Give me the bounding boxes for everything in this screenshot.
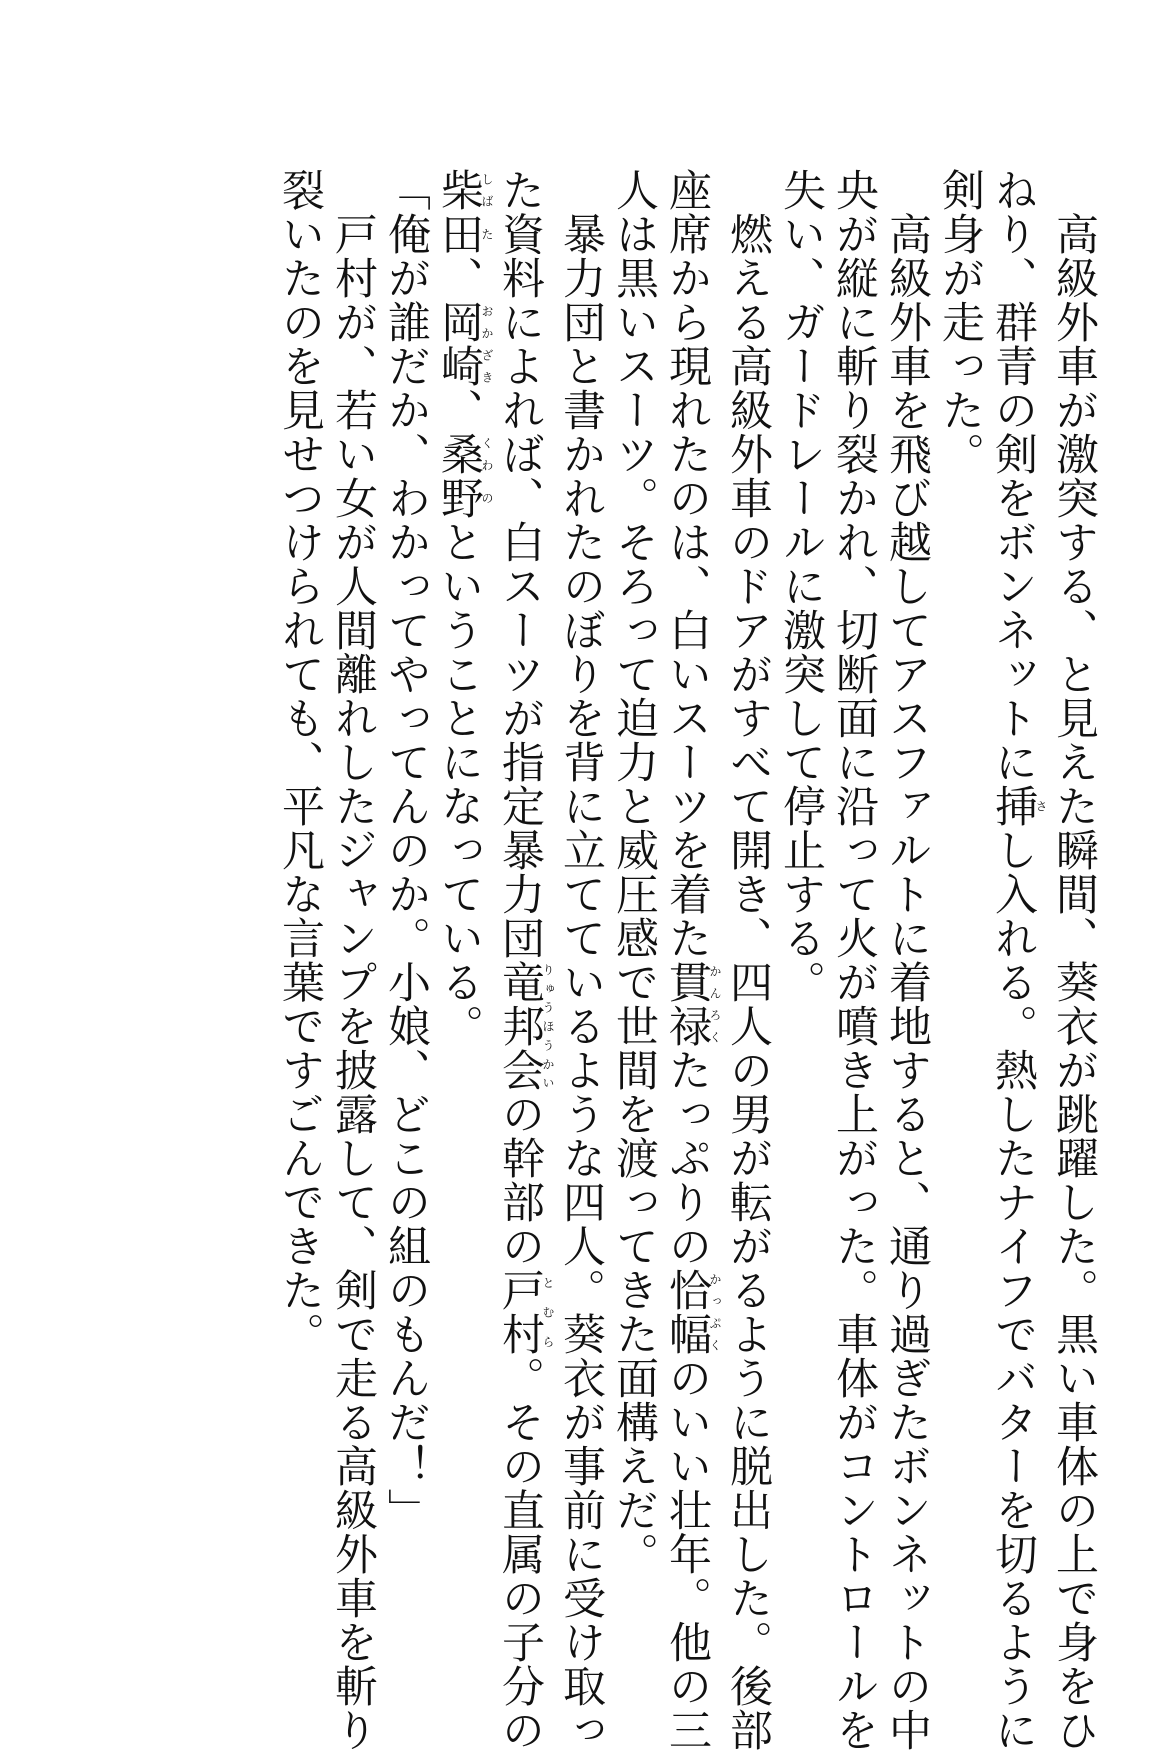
text-line: 燃える高級外車のドアがすべて開き、四人の男が転がるように脱出した。後部 — [723, 168, 773, 1752]
ruby-word: 野の — [434, 476, 494, 520]
ruby-reading: しば — [480, 168, 494, 212]
text-line: 戸村が、若い女が人間離れしたジャンプを披露して、剣で走る高級外車を斬り — [328, 168, 378, 1752]
ruby-reading: おかざき — [480, 300, 494, 388]
ruby-reading: の — [480, 476, 494, 520]
text-line: た資料によれば、白スーツが指定暴力団竜邦会りゅうほうかいの幹部の戸村とむら。その直属の子分の — [495, 168, 555, 1752]
text-line: 人は黒いスーツ。そろって迫力と威圧感で世間を渡ってきた面構えだ。 — [609, 168, 659, 1576]
text-line: 高級外車が激突する、と見えた瞬間、葵衣が跳躍した。黒い車体の上で身をひ — [1049, 168, 1099, 1752]
ruby-word: 貫禄かんろく — [662, 960, 722, 1048]
ruby-word: 岡崎おかざき — [434, 300, 494, 388]
ruby-word: 田た — [434, 212, 494, 256]
ruby-word: 桑くわ — [434, 432, 494, 476]
text-line: 高級外車を飛び越してアスファルトに着地すると、通り過ぎたボンネットの中 — [882, 168, 932, 1752]
ruby-reading: た — [480, 212, 494, 256]
ruby-reading: とむら — [541, 1268, 555, 1356]
vertical-text-body — [60, 168, 1100, 1752]
text-line: ねり、群青の剣をボンネットに挿さし入れる。熱したナイフでバターを切るように — [988, 168, 1048, 1752]
ruby-word: 挿さ — [988, 784, 1048, 828]
text-line: 剣身が走った。 — [935, 168, 985, 476]
ruby-reading: さ — [1034, 784, 1048, 828]
text-line: 座席から現れたのは、白いスーツを着た貫禄かんろくたっぷりの恰幅かっぷくのいい壮年。他の三 — [662, 168, 722, 1752]
ruby-word: 戸村とむら — [495, 1268, 555, 1356]
ruby-reading: りゅうほうかい — [541, 960, 555, 1092]
ruby-reading: かんろく — [708, 960, 722, 1048]
text-line: 失い、ガードレールに激突して停止する。 — [776, 168, 826, 1004]
ruby-reading: くわ — [480, 432, 494, 476]
ruby-word: 竜邦会りゅうほうかい — [495, 960, 555, 1092]
ruby-word: 恰幅かっぷく — [662, 1268, 722, 1356]
ruby-word: 柴しば — [434, 168, 494, 212]
text-line: 柴しば田た、岡崎おかざき、桑くわ野のということになっている。 — [434, 168, 494, 1048]
text-line: 暴力団と書かれたのぼりを背に立てているような四人。葵衣が事前に受け取っ — [556, 168, 606, 1752]
text-line: 裂いたのを見せつけられても、平凡な言葉ですごんできた。 — [275, 168, 325, 1356]
text-line: 央が縦に斬り裂かれ、切断面に沿って火が噴き上がった。車体がコントロールを — [829, 168, 879, 1752]
ruby-reading: かっぷく — [708, 1268, 722, 1356]
text-line: 「俺が誰だか、わかってやってんのか。小娘、どこの組のもんだ！」 — [381, 168, 431, 1532]
